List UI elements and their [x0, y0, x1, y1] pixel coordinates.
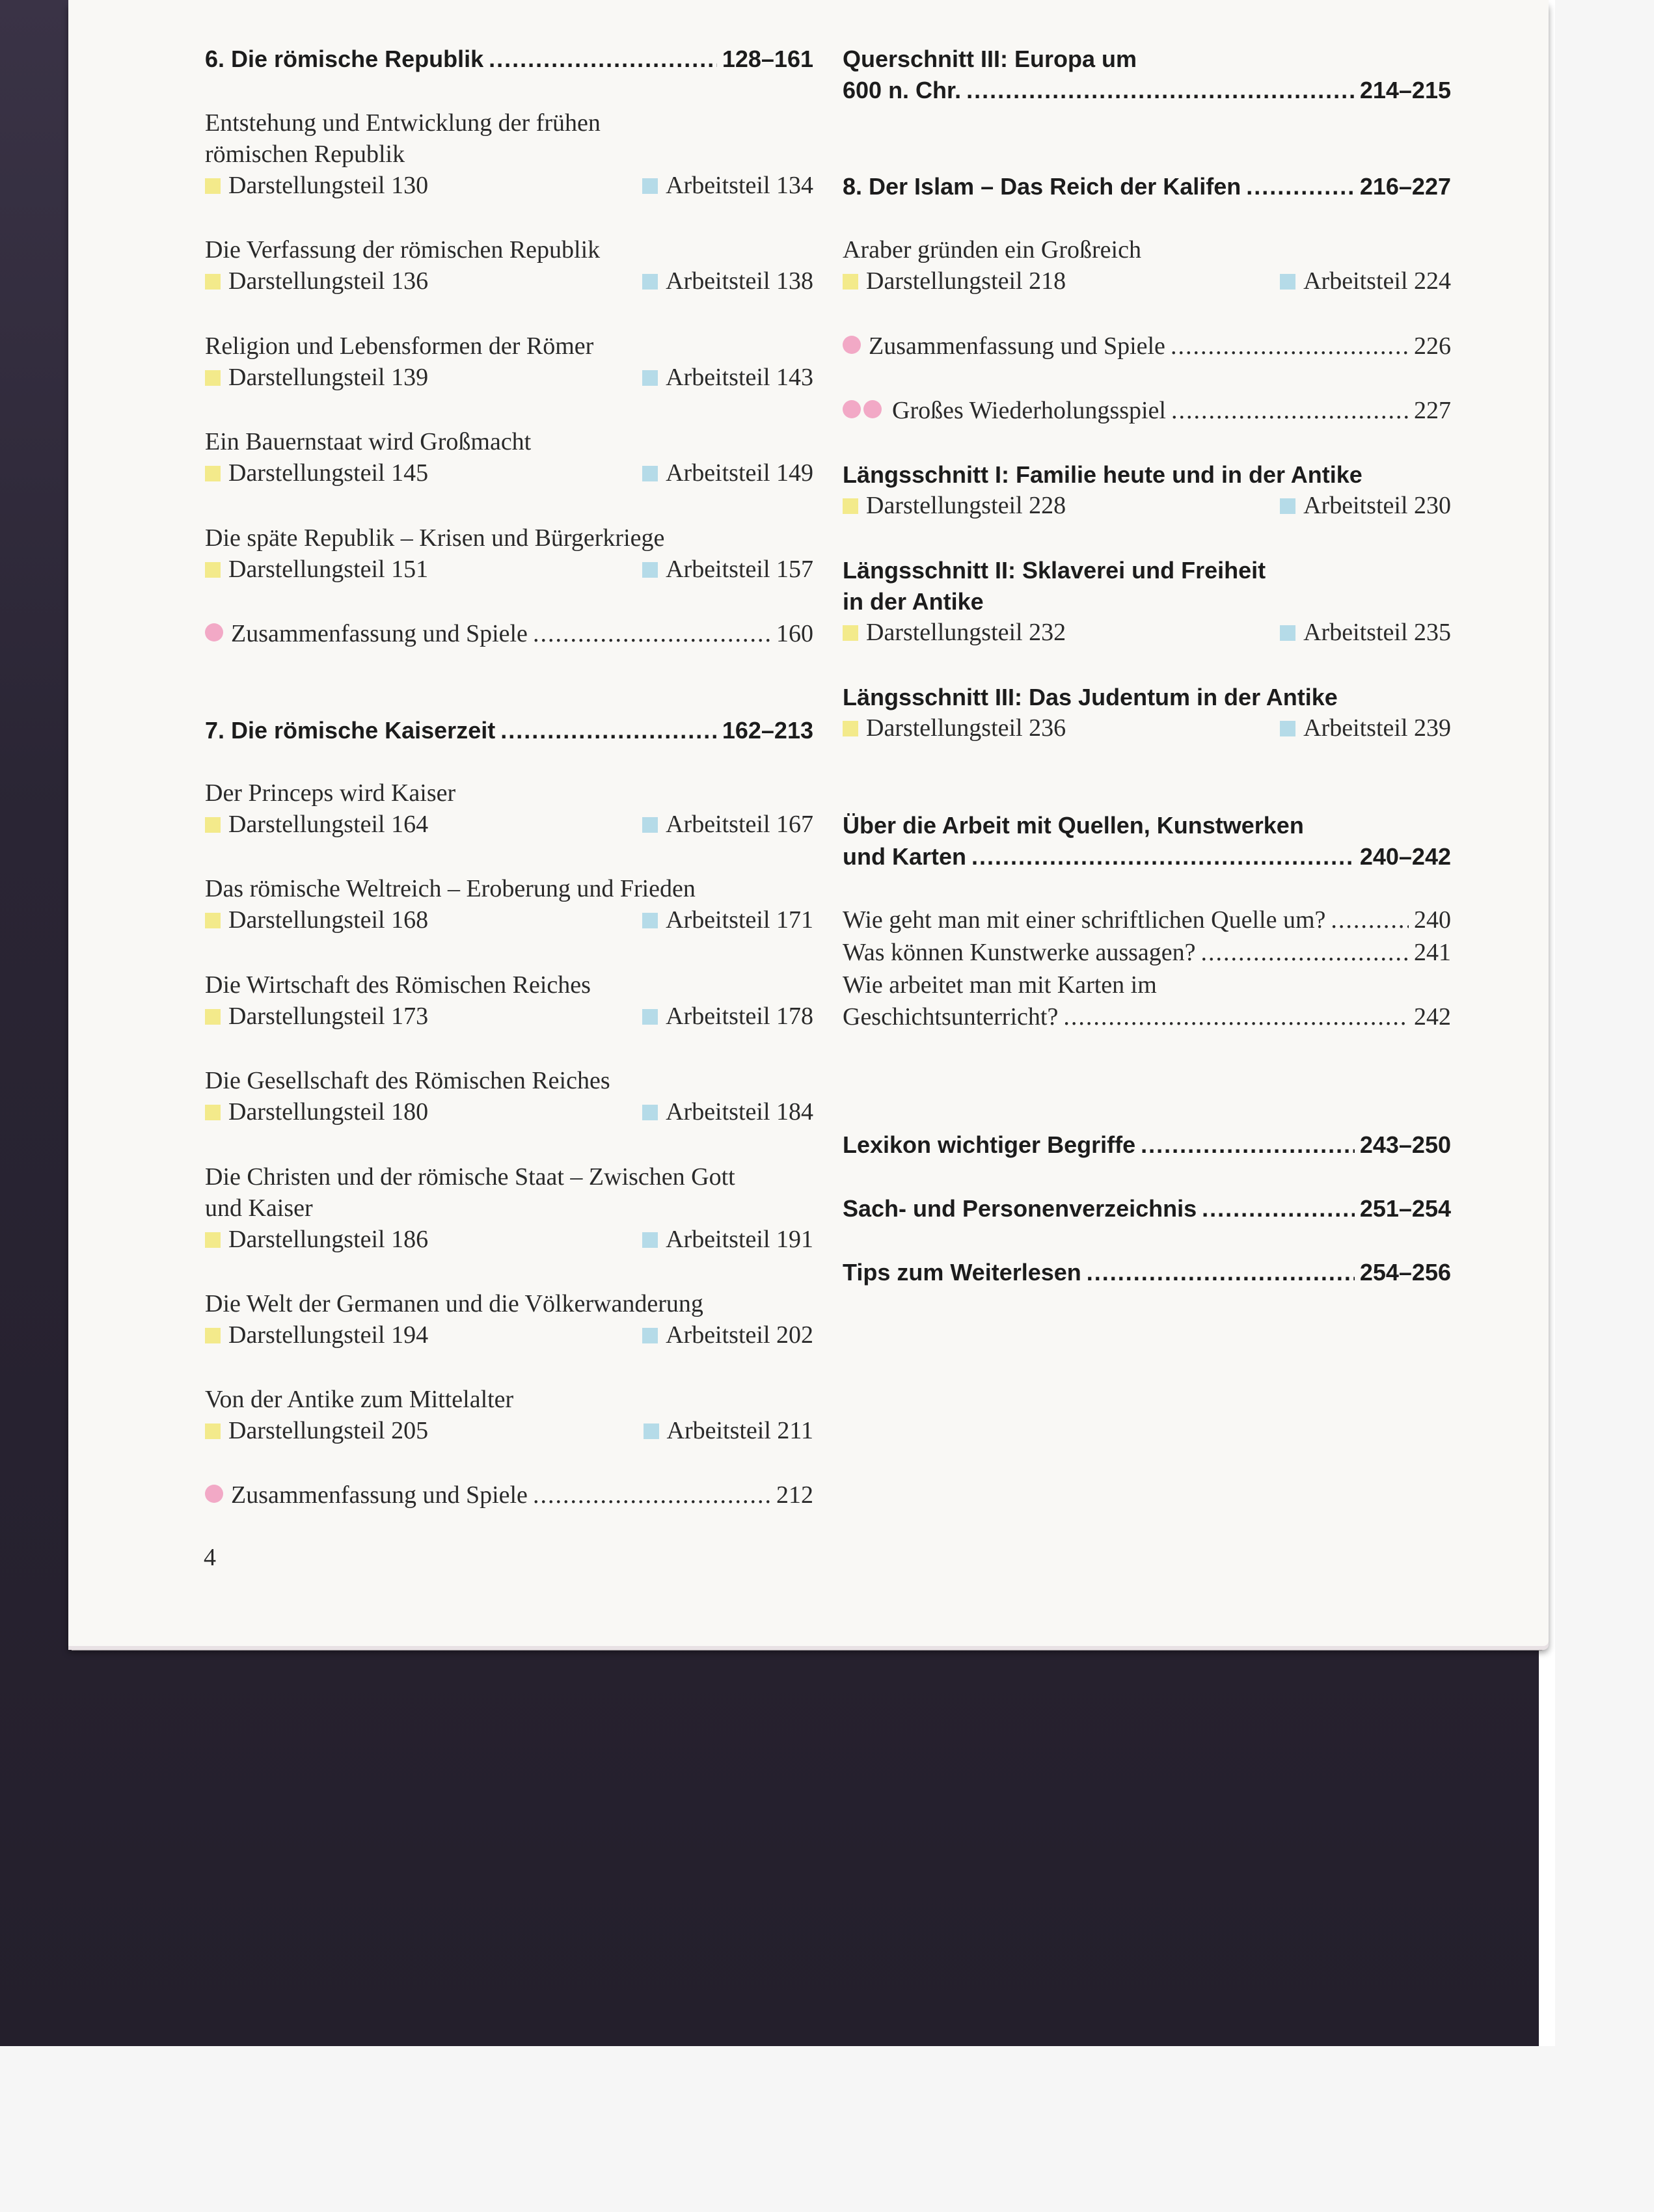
darstellung-ref: Darstellungsteil 218 [866, 267, 1066, 295]
chapter-8-heading [843, 170, 1451, 202]
topic-parts [205, 1224, 813, 1256]
darstellung-ref: Darstellungsteil 136 [228, 267, 429, 295]
arbeit-marker-icon [642, 1105, 658, 1120]
arbeit-marker-icon [642, 1009, 658, 1025]
chapter-pages: 162–213 [722, 717, 813, 744]
darstellung-ref: Darstellungsteil 151 [228, 556, 429, 583]
section-pages: 240–242 [1359, 843, 1451, 870]
topic-title-cont: römischen Republik [205, 141, 405, 168]
review-marker-icon [863, 400, 882, 418]
methods-item-label: Wie geht man mit einer schriftlichen Quelle um? [843, 906, 1326, 934]
darstellung-marker-icon [205, 178, 221, 194]
darstellung-marker-icon [843, 274, 858, 290]
topic-parts [843, 712, 1451, 744]
arbeit-ref: Arbeitsteil 138 [666, 267, 813, 295]
topic-parts [205, 1319, 813, 1351]
darstellung-ref: Darstellungsteil 173 [228, 1003, 429, 1030]
arbeit-ref: Arbeitsteil 184 [666, 1098, 813, 1126]
arbeit-marker-icon [1280, 498, 1295, 514]
topic-title: Das römische Weltreich – Eroberung und Frieden [205, 875, 696, 902]
darstellung-ref: Darstellungsteil 164 [228, 811, 429, 838]
review-page: 227 [1414, 397, 1451, 424]
chapter-7-heading [205, 714, 813, 746]
darstellung-marker-icon [205, 913, 221, 928]
topic-parts [205, 1415, 813, 1447]
darstellung-marker-icon [843, 625, 858, 641]
darstellung-ref: Darstellungsteil 130 [228, 172, 429, 199]
arbeit-ref: Arbeitsteil 211 [666, 1417, 813, 1444]
darstellung-ref: Darstellungsteil 205 [228, 1417, 429, 1444]
darstellung-ref: Darstellungsteil 180 [228, 1098, 429, 1126]
section-title: und Karten [843, 843, 967, 870]
darstellung-ref: Darstellungsteil 186 [228, 1226, 429, 1253]
section-pages: 214–215 [1359, 77, 1451, 103]
laengsschnitt-2-heading: Längsschnitt II: Sklaverei und Freiheit [843, 557, 1266, 584]
lexikon-heading [843, 1129, 1451, 1161]
topic-parts [205, 904, 813, 936]
summary-entry [205, 1479, 813, 1511]
topic-title: Araber gründen ein Großreich [843, 236, 1141, 263]
chapter-pages: 216–227 [1359, 173, 1451, 200]
darstellung-ref: Darstellungsteil 168 [228, 906, 429, 934]
topic-title: Religion und Lebensformen der Römer [205, 332, 594, 360]
summary-marker-icon [843, 336, 861, 354]
laengsschnitt-1-heading: Längsschnitt I: Familie heute und in der Antike [843, 461, 1363, 488]
topic-title: Die Welt der Germanen und die Völkerwanderung [205, 1290, 703, 1317]
arbeit-marker-icon [642, 466, 658, 481]
querschnitt-heading-cont [843, 74, 1451, 106]
topic-parts [205, 809, 813, 841]
arbeit-ref: Arbeitsteil 239 [1303, 714, 1451, 742]
arbeit-marker-icon [642, 274, 658, 290]
topic-title: Die Christen und der römische Staat – Zwischen Gott [205, 1163, 735, 1191]
summary-page: 160 [776, 620, 813, 647]
methods-item-label: Wie arbeitet man mit Karten im [843, 971, 1157, 999]
laengsschnitt-2-heading-cont: in der Antike [843, 588, 984, 615]
section-pages: 251–254 [1359, 1195, 1451, 1222]
summary-label: Zusammenfassung und Spiele [231, 1481, 528, 1509]
darstellung-marker-icon [843, 721, 858, 736]
summary-label: Zusammenfassung und Spiele [231, 620, 528, 647]
topic-title: Die späte Republik – Krisen und Bürgerkriege [205, 524, 665, 552]
darstellung-ref: Darstellungsteil 236 [866, 714, 1066, 742]
topic-title: Von der Antike zum Mittelalter [205, 1386, 514, 1413]
methods-item [843, 1001, 1451, 1033]
darstellung-ref: Darstellungsteil 232 [866, 619, 1066, 646]
methods-item [843, 904, 1451, 936]
darstellung-marker-icon [205, 370, 221, 386]
topic-parts [843, 265, 1451, 297]
chapter-pages: 128–161 [722, 46, 813, 72]
arbeit-ref: Arbeitsteil 171 [666, 906, 813, 934]
arbeit-ref: Arbeitsteil 167 [666, 811, 813, 838]
summary-entry [843, 330, 1451, 362]
arbeit-marker-icon [1280, 721, 1295, 736]
arbeit-marker-icon [642, 1232, 658, 1248]
methods-item-label-cont: Geschichtsunterricht? [843, 1003, 1059, 1031]
arbeit-ref: Arbeitsteil 191 [666, 1226, 813, 1253]
arbeit-marker-icon [642, 1328, 658, 1343]
tips-heading [843, 1256, 1451, 1288]
topic-title-cont: und Kaiser [205, 1194, 313, 1222]
arbeit-marker-icon [642, 817, 658, 833]
summary-marker-icon [205, 623, 223, 641]
arbeit-ref: Arbeitsteil 149 [666, 459, 813, 487]
arbeit-marker-icon [642, 562, 658, 578]
topic-parts [205, 1096, 813, 1128]
arbeit-marker-icon [1280, 625, 1295, 641]
methods-heading-cont [843, 841, 1451, 872]
summary-page: 212 [776, 1481, 813, 1509]
darstellung-marker-icon [205, 1105, 221, 1120]
methods-item-page: 242 [1414, 1003, 1451, 1031]
section-pages: 254–256 [1359, 1259, 1451, 1286]
section-title: Lexikon wichtiger Begriffe [843, 1131, 1136, 1158]
darstellung-marker-icon [205, 1009, 221, 1025]
darstellung-marker-icon [205, 1232, 221, 1248]
topic-parts [205, 554, 813, 586]
arbeit-marker-icon [644, 1423, 659, 1439]
arbeit-ref: Arbeitsteil 235 [1303, 619, 1451, 646]
laengsschnitt-3-heading: Längsschnitt III: Das Judentum in der Antike [843, 684, 1338, 710]
arbeit-ref: Arbeitsteil 134 [666, 172, 813, 199]
summary-entry [205, 618, 813, 650]
topic-parts [843, 490, 1451, 522]
review-entry [843, 395, 1451, 427]
darstellung-marker-icon [843, 498, 858, 514]
darstellung-ref: Darstellungsteil 145 [228, 459, 429, 487]
section-title: Sach- und Personenverzeichnis [843, 1195, 1197, 1222]
topic-parts [843, 617, 1451, 649]
arbeit-marker-icon [1280, 274, 1295, 290]
page-number: 4 [204, 1544, 216, 1571]
arbeit-ref: Arbeitsteil 202 [666, 1321, 813, 1349]
darstellung-marker-icon [205, 817, 221, 833]
topic-title: Entstehung und Entwicklung der frühen [205, 109, 601, 137]
arbeit-ref: Arbeitsteil 143 [666, 364, 813, 391]
chapter-6-heading [205, 43, 813, 75]
topic-parts [205, 170, 813, 202]
section-title: 600 n. Chr. [843, 77, 962, 103]
arbeit-marker-icon [642, 913, 658, 928]
summary-marker-icon [205, 1485, 223, 1503]
darstellung-marker-icon [205, 1423, 221, 1439]
darstellung-marker-icon [205, 1328, 221, 1343]
arbeit-marker-icon [642, 178, 658, 194]
darstellung-ref: Darstellungsteil 194 [228, 1321, 429, 1349]
methods-item-label: Was können Kunstwerke aussagen? [843, 939, 1196, 966]
chapter-title: 8. Der Islam – Das Reich der Kalifen [843, 173, 1241, 200]
register-heading [843, 1193, 1451, 1224]
topic-title: Die Verfassung der römischen Republik [205, 236, 601, 263]
review-marker-icon [843, 400, 861, 418]
review-label: Großes Wiederholungsspiel [892, 397, 1166, 424]
methods-item [843, 937, 1451, 969]
arbeit-ref: Arbeitsteil 230 [1303, 492, 1451, 519]
book-page [68, 0, 1549, 1646]
summary-page: 226 [1414, 332, 1451, 360]
topic-parts [205, 1001, 813, 1032]
darstellung-marker-icon [205, 562, 221, 578]
methods-heading: Über die Arbeit mit Quellen, Kunstwerken [843, 812, 1304, 839]
chapter-title: 6. Die römische Republik [205, 46, 484, 72]
chapter-title: 7. Die römische Kaiserzeit [205, 717, 496, 744]
topic-title: Der Princeps wird Kaiser [205, 779, 456, 807]
topic-title: Ein Bauernstaat wird Großmacht [205, 428, 532, 455]
section-title: Tips zum Weiterlesen [843, 1259, 1081, 1286]
darstellung-ref: Darstellungsteil 139 [228, 364, 429, 391]
topic-title: Die Gesellschaft des Römischen Reiches [205, 1067, 610, 1094]
methods-item-page: 241 [1414, 939, 1451, 966]
arbeit-ref: Arbeitsteil 157 [666, 556, 813, 583]
arbeit-ref: Arbeitsteil 178 [666, 1003, 813, 1030]
topic-parts [205, 362, 813, 394]
darstellung-marker-icon [205, 466, 221, 481]
darstellung-marker-icon [205, 274, 221, 290]
topic-title: Die Wirtschaft des Römischen Reiches [205, 971, 591, 999]
section-pages: 243–250 [1359, 1131, 1451, 1158]
topic-parts [205, 265, 813, 297]
arbeit-ref: Arbeitsteil 224 [1303, 267, 1451, 295]
darstellung-ref: Darstellungsteil 228 [866, 492, 1066, 519]
topic-parts [205, 457, 813, 489]
arbeit-marker-icon [642, 370, 658, 386]
querschnitt-heading: Querschnitt III: Europa um [843, 46, 1137, 72]
summary-label: Zusammenfassung und Spiele [869, 332, 1165, 360]
methods-item-page: 240 [1414, 906, 1451, 934]
